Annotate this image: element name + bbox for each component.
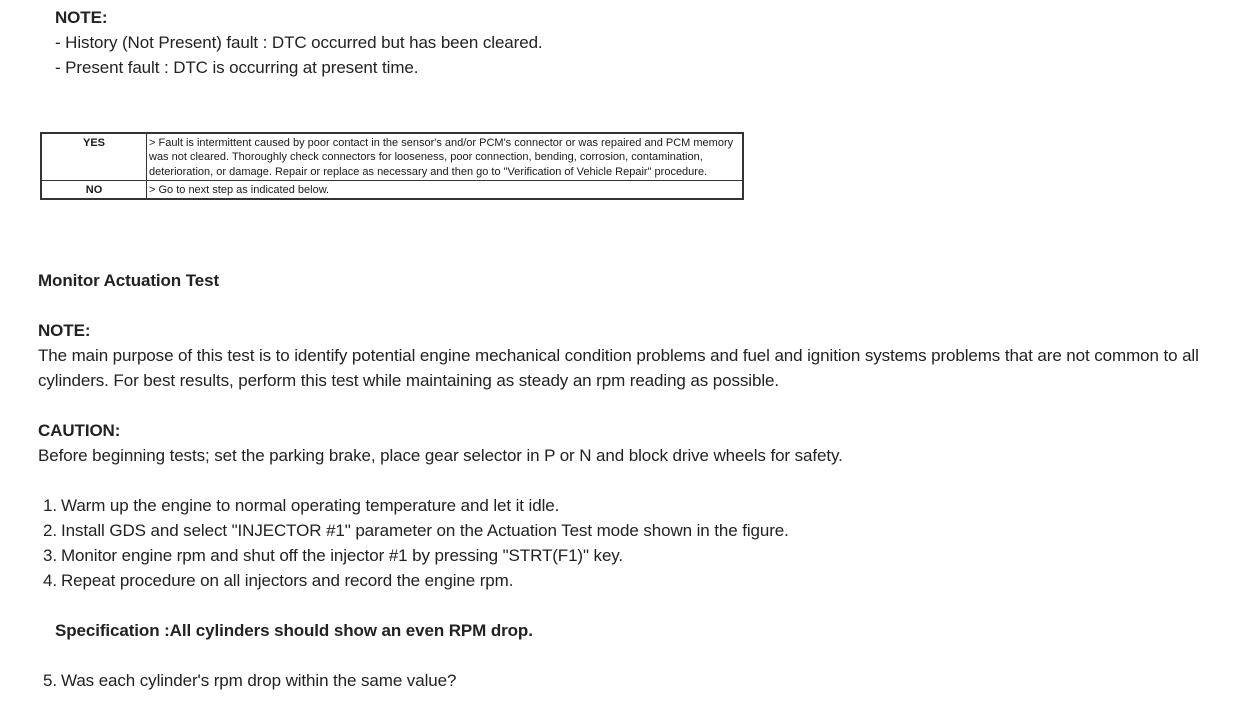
no-result-text: > Go to next step as indicated below. bbox=[149, 183, 330, 196]
note-heading: NOTE: bbox=[55, 8, 108, 27]
step-text: Monitor engine rpm and shut off the injector #1 by pressing "STRT(F1)" key. bbox=[61, 546, 624, 565]
step-4 bbox=[38, 568, 513, 593]
specification: Specification :All cylinders should show an even RPM drop. bbox=[55, 621, 533, 640]
step-number: 4. bbox=[43, 571, 57, 590]
step-1 bbox=[38, 493, 559, 518]
step-text: Was each cylinder's rpm drop within the same value? bbox=[61, 671, 457, 690]
step-number: 3. bbox=[43, 546, 57, 565]
step-text: Repeat procedure on all injectors and record the engine rpm. bbox=[61, 571, 514, 590]
caution-text: Before beginning tests; set the parking brake, place gear selector in P or N and block drive wheels for safety. bbox=[38, 446, 843, 465]
step-text: Install GDS and select "INJECTOR #1" parameter on the Actuation Test mode shown in the figure. bbox=[61, 521, 789, 540]
step-5 bbox=[38, 668, 456, 693]
note-present-fault: - Present fault : DTC is occurring at present time. bbox=[55, 58, 419, 77]
step-number: 2. bbox=[43, 521, 57, 540]
step-text: Warm up the engine to normal operating temperature and let it idle. bbox=[61, 496, 560, 515]
note2-text: The main purpose of this test is to identify potential engine mechanical condition problems and fuel and ignition systems problems that are not common to all cylinders. For best results, perform this test while maintaining as steady an rpm reading as possible. bbox=[38, 346, 1199, 390]
note2-heading: NOTE: bbox=[38, 321, 91, 340]
yes-no-table bbox=[40, 132, 744, 200]
yes-label: YES bbox=[42, 134, 147, 180]
no-label: NO bbox=[42, 181, 147, 198]
table-row-yes bbox=[42, 134, 742, 180]
table-row-no bbox=[42, 180, 742, 198]
yes-result-text: > Fault is intermittent caused by poor contact in the sensor's and/or PCM's connector or was repaired and PCM memory was not cleared. Thoroughly check connectors for looseness, poor connection, bending, corrosion, contamination, deterioration, or damage. Repair or replace as necessary and then go to "Verification of Vehicle Repair" procedure. bbox=[149, 137, 734, 178]
step-2 bbox=[38, 518, 789, 543]
note-history-fault: - History (Not Present) fault : DTC occurred but has been cleared. bbox=[55, 33, 543, 52]
step-number: 1. bbox=[43, 496, 57, 515]
caution-heading: CAUTION: bbox=[38, 421, 121, 440]
section-title: Monitor Actuation Test bbox=[38, 271, 220, 290]
step-number: 5. bbox=[43, 671, 57, 690]
step-3 bbox=[38, 543, 623, 568]
